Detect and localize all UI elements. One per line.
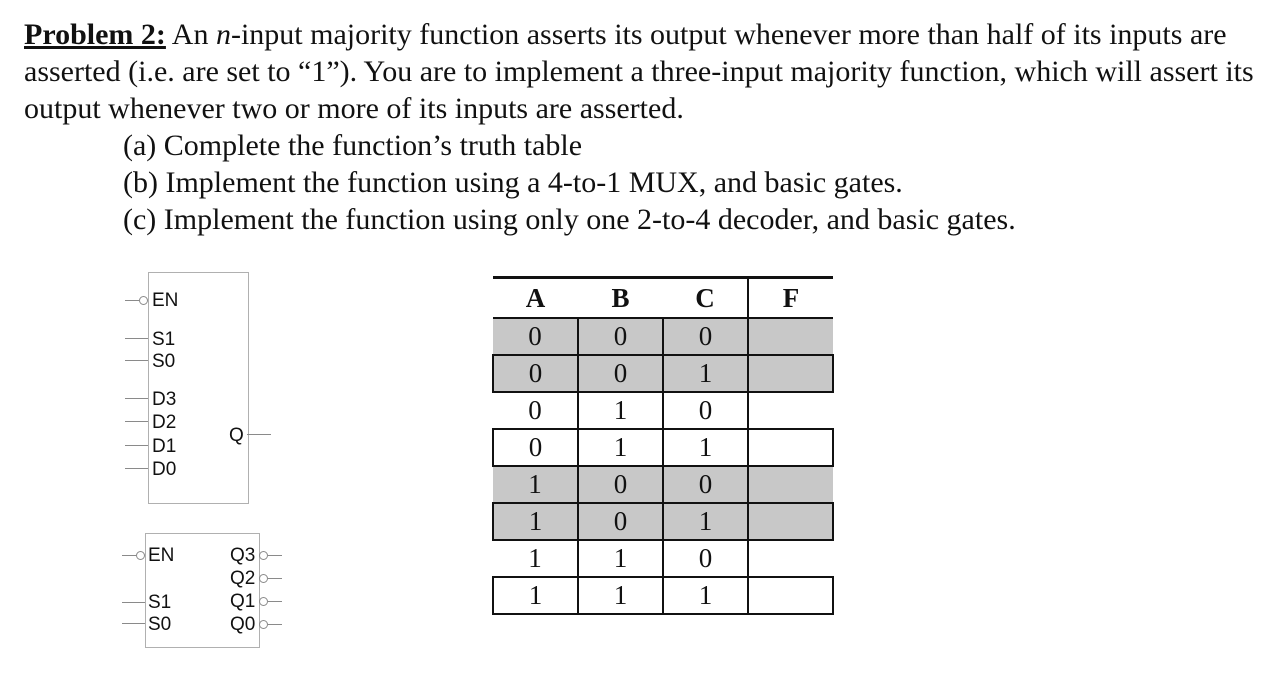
table-row [493,466,833,503]
decoder-enable-wire [122,555,136,556]
decoder-q1-bubble [259,597,268,606]
cell-b: 1 [578,540,663,577]
decoder-s1-label: S1 [148,592,172,613]
table-row [493,429,833,466]
cell-c: 0 [663,540,748,577]
decoder-enable-bubble [136,551,145,560]
decoder-q1-wire [268,601,282,602]
mux-d1-label: D1 [152,436,177,457]
mux-enable-bubble [139,296,148,305]
decoder-s0-wire [122,623,145,624]
cell-c: 1 [663,503,748,540]
cell-a: 1 [528,543,542,573]
header-a: A [493,278,578,319]
cell-b: 0 [578,466,663,503]
cell-b: 0 [578,503,663,540]
decoder-q0-bubble [259,620,268,629]
mux-output-label: Q [229,425,244,446]
cell-a: 1 [493,503,578,540]
mux-d0-wire [125,468,148,469]
cell-f-input[interactable] [748,392,833,429]
table-row [493,355,833,392]
mux-enable-label: EN [152,290,179,311]
table-row [493,503,833,540]
cell-b: 1 [578,392,663,429]
mux-d2-label: D2 [152,412,177,433]
cell-f-input[interactable] [748,318,833,355]
part-a: (a) Complete the function’s truth table [123,129,583,162]
cell-c: 0 [663,466,748,503]
header-b: B [578,278,663,319]
mux-s1-label: S1 [152,329,176,350]
decoder-q2-bubble [259,574,268,583]
cell-f-input[interactable] [748,355,833,392]
decoder-q2-label: Q2 [230,568,256,589]
cell-c: 1 [663,577,748,614]
mux-d0-label: D0 [152,459,177,480]
mux-s0-label: S0 [152,351,176,372]
header-c: C [663,278,748,319]
mux-output-wire [247,434,271,435]
decoder-q2-wire [268,578,282,579]
header-f: F [748,278,833,319]
mux-s0-wire [125,360,148,361]
cell-a: 0 [528,395,542,425]
cell-f-input[interactable] [748,429,833,466]
problem-statement [24,16,1269,238]
cell-b: 1 [578,429,663,466]
mux-d1-wire [125,445,148,446]
cell-a: 1 [493,577,578,614]
mux-enable-wire [125,300,139,301]
cell-a: 0 [493,318,578,355]
decoder-s1-wire [122,602,145,603]
intro-text-a: An [171,18,216,51]
cell-c: 1 [663,355,748,392]
mux-d3-label: D3 [152,389,177,410]
truth-table [492,276,834,615]
decoder-q0-label: Q0 [230,614,256,635]
cell-a: 1 [493,466,578,503]
cell-a: 0 [493,429,578,466]
table-row [493,577,833,614]
intro-variable-n: n [215,18,231,51]
decoder-enable-label: EN [148,545,175,566]
intro-text-b: -input majority function asserts its output whenever more than half of its inputs are asserted (i.e. are set to “1”). You are to implement a three-input majority function, which will assert its output whenever two or more of its inputs are asserted. [24,18,1254,125]
table-row [493,318,833,355]
decoder-q3-bubble [259,551,268,560]
problem-intro [24,16,1269,127]
cell-a: 0 [493,355,578,392]
decoder-q0-wire [268,624,282,625]
part-c: (c) Implement the function using only one 2-to-4 decoder, and basic gates. [123,203,1016,236]
decoder-q3-wire [268,555,282,556]
cell-f-input[interactable] [748,577,833,614]
decoder-q3-label: Q3 [230,545,256,566]
problem-parts [123,127,1269,238]
part-b: (b) Implement the function using a 4-to-1 MUX, and basic gates. [123,166,903,199]
cell-b: 0 [578,318,663,355]
mux-d2-wire [125,421,148,422]
cell-b: 1 [578,577,663,614]
cell-c: 0 [663,318,748,355]
mux-d3-wire [125,398,148,399]
mux-s1-wire [125,338,148,339]
truth-table-header [493,278,833,319]
decoder-s0-label: S0 [148,614,172,635]
cell-c: 0 [663,392,748,429]
cell-f-input[interactable] [748,503,833,540]
cell-c: 1 [663,429,748,466]
cell-f-input[interactable] [748,540,833,577]
cell-f-input[interactable] [748,466,833,503]
cell-b: 0 [578,355,663,392]
problem-label: Problem 2: [24,18,166,51]
table-row [493,392,833,429]
decoder-q1-label: Q1 [230,591,256,612]
table-row [493,540,833,577]
